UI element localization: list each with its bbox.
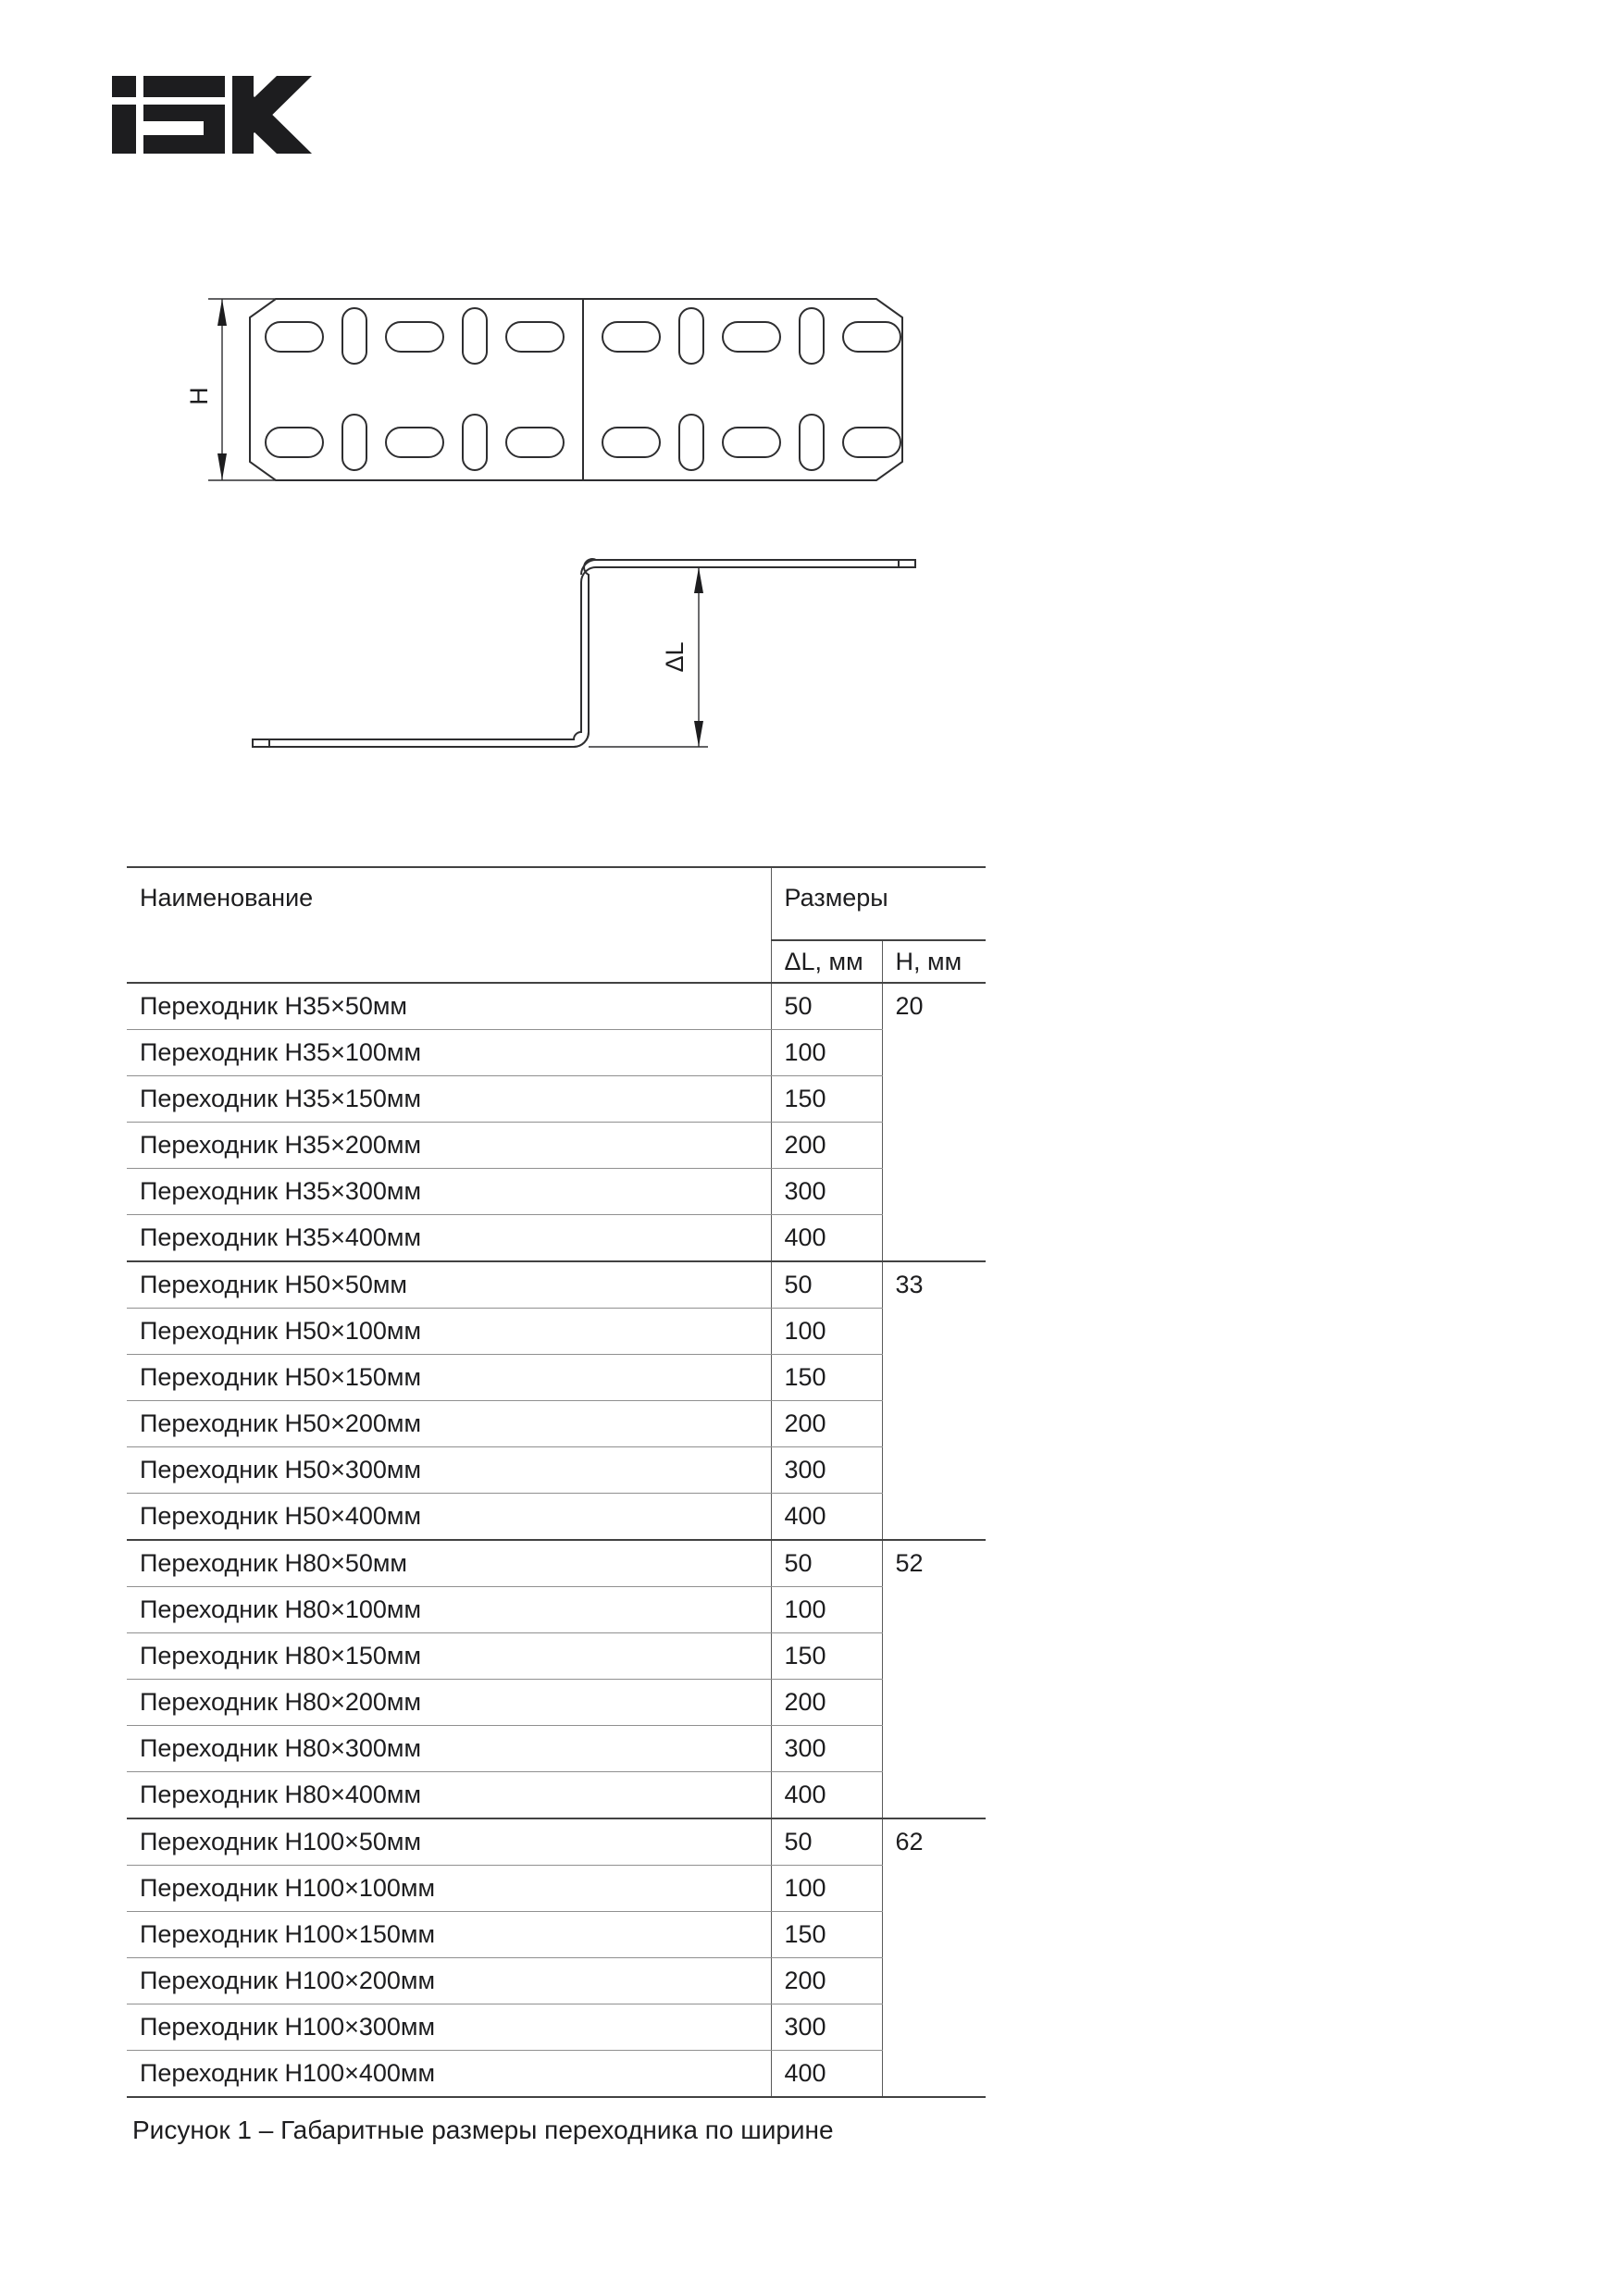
dl-value-cell: 300 xyxy=(771,2004,882,2051)
table-row xyxy=(127,1633,986,1680)
dl-value-cell: 300 xyxy=(771,1169,882,1215)
table-row xyxy=(127,2051,986,2098)
dl-value-cell: 50 xyxy=(771,1540,882,1587)
product-name-cell: Переходник H50×300мм xyxy=(127,1447,771,1494)
dl-value-cell: 200 xyxy=(771,1958,882,2004)
table-row xyxy=(127,1215,986,1262)
product-name-cell: Переходник H100×200мм xyxy=(127,1958,771,2004)
plate-slots-left xyxy=(266,308,564,470)
h-value-cell: 52 xyxy=(882,1540,986,1818)
product-name-cell: Переходник H50×400мм xyxy=(127,1494,771,1541)
profile-outline xyxy=(253,559,915,747)
product-name-cell: Переходник H50×150мм xyxy=(127,1355,771,1401)
h-value-cell: 33 xyxy=(882,1261,986,1540)
iek-logo xyxy=(112,76,312,154)
product-name-cell: Переходник H100×400мм xyxy=(127,2051,771,2098)
header-name: Наименование xyxy=(127,867,771,983)
table-row xyxy=(127,1958,986,2004)
product-name-cell: Переходник H35×200мм xyxy=(127,1123,771,1169)
dl-value-cell: 200 xyxy=(771,1123,882,1169)
table-row xyxy=(127,1309,986,1355)
product-name-cell: Переходник H80×400мм xyxy=(127,1772,771,1819)
table-row xyxy=(127,1726,986,1772)
header-h: H, мм xyxy=(882,940,986,983)
header-dl: ΔL, мм xyxy=(771,940,882,983)
dl-value-cell: 100 xyxy=(771,1030,882,1076)
product-name-cell: Переходник H35×300мм xyxy=(127,1169,771,1215)
dl-value-cell: 100 xyxy=(771,1587,882,1633)
dl-value-cell: 150 xyxy=(771,1355,882,1401)
product-name-cell: Переходник H35×100мм xyxy=(127,1030,771,1076)
plate-outline xyxy=(250,299,902,480)
table-row xyxy=(127,1355,986,1401)
table-row xyxy=(127,983,986,1030)
logo-e-top xyxy=(143,76,225,97)
product-name-cell: Переходник H50×200мм xyxy=(127,1401,771,1447)
dl-value-cell: 400 xyxy=(771,2051,882,2098)
logo-i-stem xyxy=(112,105,136,154)
dl-value-cell: 400 xyxy=(771,1215,882,1262)
dl-value-cell: 50 xyxy=(771,983,882,1030)
plate-slots-right xyxy=(602,308,900,470)
dl-dimension xyxy=(589,567,708,747)
table-row xyxy=(127,1401,986,1447)
dl-value-cell: 150 xyxy=(771,1912,882,1958)
h-value-cell: 20 xyxy=(882,983,986,1261)
table-row xyxy=(127,1818,986,1866)
dl-value-cell: 300 xyxy=(771,1726,882,1772)
dl-value-cell: 200 xyxy=(771,1680,882,1726)
table-row xyxy=(127,1447,986,1494)
front-view-drawing xyxy=(185,278,925,500)
table-row xyxy=(127,1680,986,1726)
side-view-drawing xyxy=(185,518,925,796)
table-row xyxy=(127,1494,986,1541)
product-name-cell: Переходник H100×100мм xyxy=(127,1866,771,1912)
table-row xyxy=(127,1912,986,1958)
table-row xyxy=(127,1261,986,1309)
table-row xyxy=(127,1772,986,1819)
table-row xyxy=(127,1169,986,1215)
table-row xyxy=(127,1123,986,1169)
dl-value-cell: 400 xyxy=(771,1494,882,1541)
dl-value-cell: 150 xyxy=(771,1633,882,1680)
dl-value-cell: 100 xyxy=(771,1866,882,1912)
logo-i-dot xyxy=(112,76,136,97)
dl-value-cell: 50 xyxy=(771,1818,882,1866)
logo-k-stem xyxy=(232,76,254,154)
product-name-cell: Переходник H35×50мм xyxy=(127,983,771,1030)
table-row xyxy=(127,1540,986,1587)
table-header xyxy=(127,867,986,983)
profile-bends xyxy=(574,560,596,747)
dl-value-cell: 100 xyxy=(771,1309,882,1355)
product-name-cell: Переходник H100×300мм xyxy=(127,2004,771,2051)
table-row xyxy=(127,1076,986,1123)
table-body xyxy=(127,983,986,2097)
dl-value-cell: 300 xyxy=(771,1447,882,1494)
h-dimension xyxy=(185,299,276,480)
table-row xyxy=(127,1587,986,1633)
dimensions-table xyxy=(127,866,986,2098)
product-name-cell: Переходник H80×300мм xyxy=(127,1726,771,1772)
product-name-cell: Переходник H80×50мм xyxy=(127,1540,771,1587)
h-dimension-label: H xyxy=(185,387,213,405)
dl-value-cell: 200 xyxy=(771,1401,882,1447)
h-value-cell: 62 xyxy=(882,1818,986,2097)
product-name-cell: Переходник H80×100мм xyxy=(127,1587,771,1633)
product-name-cell: Переходник H100×150мм xyxy=(127,1912,771,1958)
table-row xyxy=(127,1030,986,1076)
product-name-cell: Переходник H80×150мм xyxy=(127,1633,771,1680)
dl-dimension-label: ΔL xyxy=(661,641,689,673)
dl-value-cell: 50 xyxy=(771,1261,882,1309)
product-name-cell: Переходник H35×150мм xyxy=(127,1076,771,1123)
product-name-cell: Переходник H35×400мм xyxy=(127,1215,771,1262)
table-row xyxy=(127,1866,986,1912)
product-name-cell: Переходник H50×50мм xyxy=(127,1261,771,1309)
dl-value-cell: 150 xyxy=(771,1076,882,1123)
logo-e-body xyxy=(143,105,225,154)
header-sizes: Размеры xyxy=(771,867,986,940)
dl-value-cell: 400 xyxy=(771,1772,882,1819)
product-name-cell: Переходник H100×50мм xyxy=(127,1818,771,1866)
product-name-cell: Переходник H50×100мм xyxy=(127,1309,771,1355)
product-name-cell: Переходник H80×200мм xyxy=(127,1680,771,1726)
figure-caption: Рисунок 1 – Габаритные размеры переходника по ширине xyxy=(132,2116,834,2144)
table-row xyxy=(127,2004,986,2051)
